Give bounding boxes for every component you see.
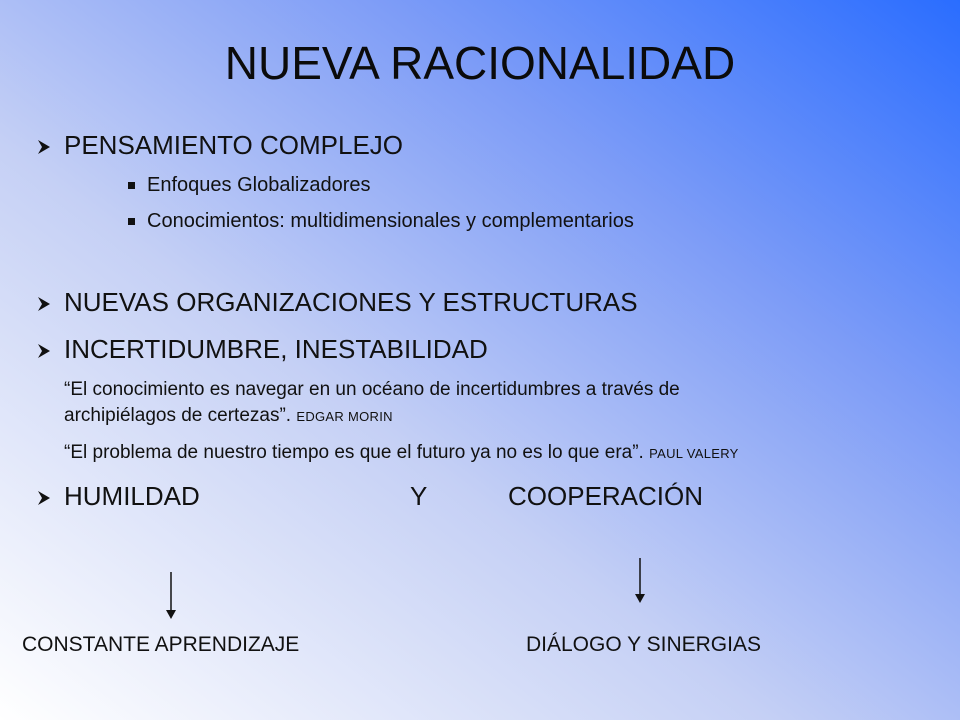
slide-title: NUEVA RACIONALIDAD [224,37,736,89]
bullet-y: Y [410,481,428,511]
sub-bullet-enfoques: Enfoques Globalizadores [147,174,371,196]
label-constante-aprendizaje: CONSTANTE APRENDIZAJE [22,633,300,656]
quote-morin-author: EDGAR MORIN [296,409,393,424]
square-bullet-icon [128,218,135,225]
bullet-nuevas-organizaciones: NUEVAS ORGANIZACIONES Y ESTRUCTURAS [64,287,638,317]
quote-morin-line2 [64,404,393,429]
quote-morin-text: archipiélagos de certezas”. [64,405,292,426]
bullet-humildad: HUMILDAD [64,481,200,511]
quote-valery-author: PAUL VALERY [649,446,739,461]
quote-valery [64,441,739,466]
bullet-incertidumbre: INCERTIDUMBRE, INESTABILIDAD [64,334,488,364]
square-bullet-icon [128,182,135,189]
label-dialogo-sinergias: DIÁLOGO Y SINERGIAS [526,633,761,656]
quote-valery-text: “El problema de nuestro tiempo es que el futuro ya no es lo que era”. [64,442,644,463]
arrowhead-bullet-icon [36,138,52,156]
arrowhead-bullet-icon [36,489,52,507]
arrowhead-bullet-icon [36,295,52,313]
bullet-pensamiento-complejo: PENSAMIENTO COMPLEJO [64,130,404,160]
sub-bullet-conocimientos: Conocimientos: multidimensionales y complementarios [147,210,634,232]
quote-morin-line1: “El conocimiento es navegar en un océano de incertidumbres a través de [64,379,680,400]
arrowhead-bullet-icon [36,342,52,360]
down-arrow-icon [165,572,177,620]
bullet-cooperacion: COOPERACIÓN [508,481,704,511]
down-arrow-icon [634,558,646,604]
